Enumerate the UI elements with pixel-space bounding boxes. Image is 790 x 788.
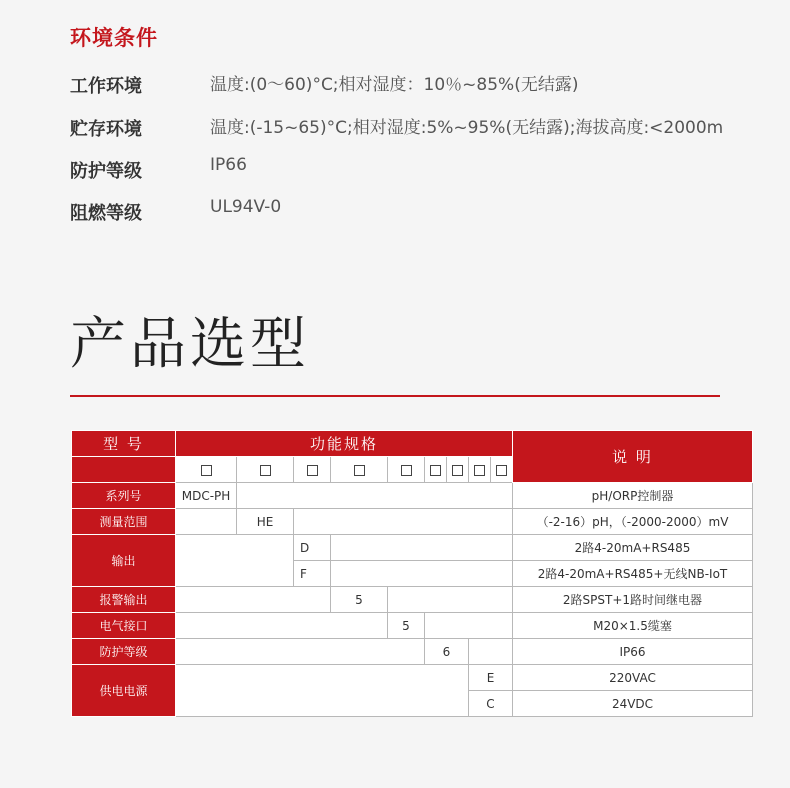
output-opt-d: D bbox=[294, 535, 331, 561]
output-opt-f: F bbox=[294, 561, 331, 587]
env-label: 贮存环境 bbox=[70, 119, 142, 140]
electric-desc: M20×1.5缆塞 bbox=[513, 613, 753, 639]
checkbox-square-icon bbox=[430, 465, 441, 476]
series-code: MDC-PH bbox=[176, 483, 237, 509]
blank-cell bbox=[176, 613, 388, 639]
checkbox-square-icon bbox=[354, 465, 365, 476]
env-label: 阻燃等级 bbox=[70, 203, 142, 224]
blank-cell bbox=[294, 509, 513, 535]
blank-cell bbox=[176, 535, 294, 587]
code-slot bbox=[491, 457, 513, 483]
blank-cell bbox=[176, 639, 425, 665]
power-opt-c: C bbox=[469, 691, 513, 717]
env-value: 温度:(0～60)°C;相对湿度：10％~85%(无结露) bbox=[210, 75, 579, 95]
row-label-power: 供电电源 bbox=[72, 665, 176, 717]
checkbox-square-icon bbox=[401, 465, 412, 476]
row-label-range: 测量范围 bbox=[72, 509, 176, 535]
protection-code: 6 bbox=[425, 639, 469, 665]
env-value: IP66 bbox=[210, 155, 247, 175]
env-value: UL94V-0 bbox=[210, 197, 282, 217]
code-slot bbox=[176, 457, 237, 483]
code-slot bbox=[331, 457, 388, 483]
power-opt-e: E bbox=[469, 665, 513, 691]
header-spec: 功能规格 bbox=[176, 431, 513, 457]
title-divider bbox=[70, 395, 720, 397]
row-label-series: 系列号 bbox=[72, 483, 176, 509]
code-slot bbox=[388, 457, 425, 483]
blank-cell bbox=[237, 483, 513, 509]
blank-cell bbox=[176, 587, 331, 613]
power-desc-e: 220VAC bbox=[513, 665, 753, 691]
alarm-code: 5 bbox=[331, 587, 388, 613]
row-label-output: 输出 bbox=[72, 535, 176, 587]
header-model-blank bbox=[72, 457, 176, 483]
series-desc: pH/ORP控制器 bbox=[513, 483, 753, 509]
blank-cell bbox=[469, 639, 513, 665]
blank-cell bbox=[176, 665, 469, 717]
blank-cell bbox=[425, 613, 513, 639]
env-label: 工作环境 bbox=[70, 76, 142, 97]
header-model: 型 号 bbox=[72, 431, 176, 457]
header-desc: 说 明 bbox=[513, 431, 753, 483]
row-label-alarm: 报警输出 bbox=[72, 587, 176, 613]
blank-cell bbox=[331, 535, 513, 561]
row-label-protection: 防护等级 bbox=[72, 639, 176, 665]
code-slot bbox=[425, 457, 447, 483]
selection-title: 产品选型 bbox=[70, 312, 310, 377]
blank-cell bbox=[176, 509, 237, 535]
code-slot bbox=[237, 457, 294, 483]
checkbox-square-icon bbox=[452, 465, 463, 476]
code-slot bbox=[294, 457, 331, 483]
range-desc: （-2-16）pH，（-2000-2000）mV bbox=[513, 509, 753, 535]
alarm-desc: 2路SPST+1路时间继电器 bbox=[513, 587, 753, 613]
range-code: HE bbox=[237, 509, 294, 535]
env-value: 温度:(-15~65)°C;相对湿度:5%~95%(无结露);海拔高度:<2000m bbox=[210, 118, 724, 138]
protection-desc: IP66 bbox=[513, 639, 753, 665]
power-desc-c: 24VDC bbox=[513, 691, 753, 717]
output-desc-f: 2路4-20mA+RS485+无线NB-IoT bbox=[513, 561, 753, 587]
code-slot bbox=[469, 457, 491, 483]
blank-cell bbox=[331, 561, 513, 587]
code-slot bbox=[447, 457, 469, 483]
env-title: 环境条件 bbox=[70, 26, 158, 50]
row-label-electric: 电气接口 bbox=[72, 613, 176, 639]
checkbox-square-icon bbox=[474, 465, 485, 476]
env-label: 防护等级 bbox=[70, 161, 142, 182]
selection-table bbox=[71, 430, 753, 717]
blank-cell bbox=[388, 587, 513, 613]
checkbox-square-icon bbox=[496, 465, 507, 476]
checkbox-square-icon bbox=[307, 465, 318, 476]
checkbox-square-icon bbox=[260, 465, 271, 476]
checkbox-square-icon bbox=[201, 465, 212, 476]
output-desc-d: 2路4-20mA+RS485 bbox=[513, 535, 753, 561]
electric-code: 5 bbox=[388, 613, 425, 639]
